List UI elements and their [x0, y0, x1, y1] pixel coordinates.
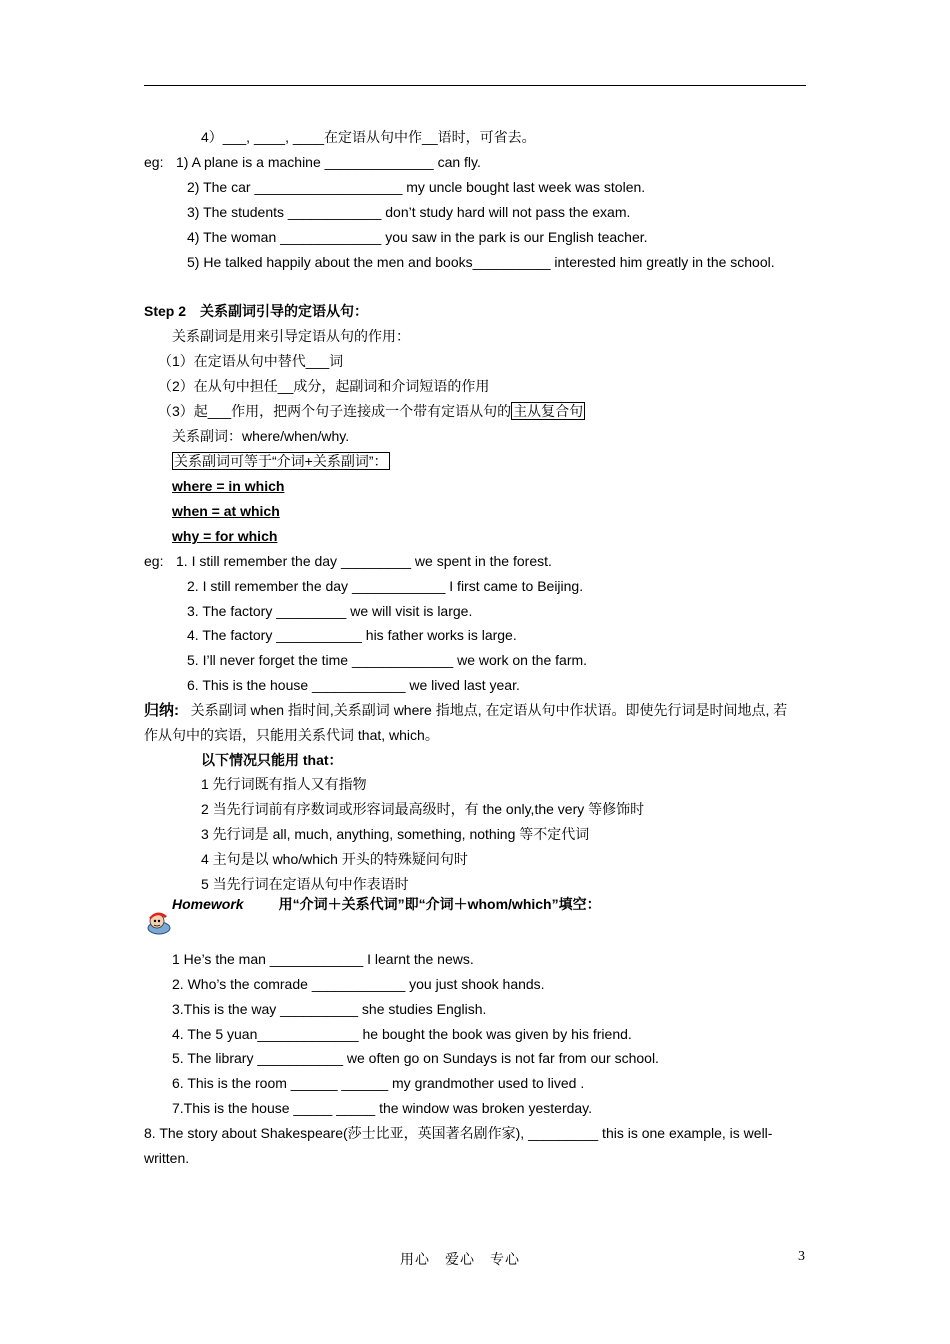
- homework-heading: Homework 用“介词＋关系代词”即“介词＋whom/which”填空：: [172, 896, 601, 912]
- homework-item-3: 3.This is the way __________ she studies English.: [172, 1001, 487, 1017]
- eg2-item-3: 3. The factory _________ we will visit is large.: [187, 603, 473, 619]
- why-rule: why = for which: [172, 528, 278, 544]
- homework-item-4: 4. The 5 yuan_____________ he bought the book was given by his friend.: [172, 1026, 632, 1042]
- page-number: 3: [798, 1249, 805, 1264]
- homework-item-8-line-1: 8. The story about Shakespeare(莎士比亚，英国著名剧作家), _________ this is one example, is well-: [144, 1125, 773, 1141]
- that-case-4: 4 主句是以 who/which 开头的特殊疑问句时: [201, 851, 468, 867]
- eg1-item-3: 3) The students ____________ don’t study hard will not pass the exam.: [187, 204, 631, 220]
- eg2-item-2: 2. I still remember the day ____________ I first came to Beijing.: [187, 578, 584, 594]
- summary-line-1: 归纳: 关系副词 when 指时间,关系副词 where 指地点, 在定语从句中作状语。即使先行词是时间地点, 若: [144, 702, 788, 719]
- where-rule: where = in which: [172, 478, 285, 494]
- when-rule: when = at which: [172, 503, 280, 519]
- that-case-1: 1 先行词既有指人又有指物: [201, 776, 367, 792]
- that-case-5: 5 当先行词在定语从句中作表语时: [201, 876, 409, 892]
- eg2-item-1: 1. I still remember the day _________ we spent in the forest.: [176, 553, 552, 569]
- eg2-item-6: 6. This is the house ____________ we lived last year.: [187, 677, 520, 693]
- eg2-label: eg:: [144, 553, 164, 569]
- step2-point-2: （2）在从句中担任__成分，起副词和介词短语的作用: [158, 378, 490, 394]
- eg1-label: eg:: [144, 154, 164, 170]
- step2-title: Step 2 关系副词引导的定语从句：: [144, 303, 369, 319]
- homework-item-2: 2. Who’s the comrade ____________ you just shook hands.: [172, 976, 545, 992]
- that-case-2: 2 当先行词前有序数词或形容词最高级时，有 the only,the very 等修饰时: [201, 801, 645, 817]
- step2-intro: 关系副词是用来引导定语从句的作用：: [172, 328, 410, 344]
- cartoon-character-icon: [145, 908, 173, 936]
- summary-line-2: 作从句中的宾语，只能用关系代词 that, which。: [144, 727, 439, 743]
- homework-item-8-line-2: written.: [144, 1150, 190, 1166]
- rule-4: 4）___, ____, ____在定语从句中作__语时，可省去。: [201, 129, 536, 145]
- homework-item-1: 1 He’s the man ____________ I learnt the news.: [172, 951, 474, 967]
- homework-item-5: 5. The library ___________ we often go on Sundays is not far from our school.: [172, 1050, 659, 1066]
- homework-item-6: 6. This is the room ______ ______ my grandmother used to lived .: [172, 1075, 585, 1091]
- relative-adverbs: 关系副词：where/when/why.: [172, 428, 350, 444]
- eg1-item-5: 5) He talked happily about the men and books__________ interested him greatly in the school.: [187, 254, 775, 270]
- eg1-item-2: 2) The car ___________________ my uncle bought last week was stolen.: [187, 179, 646, 195]
- that-title: 以下情况只能用 that：: [201, 752, 343, 768]
- homework-item-7: 7.This is the house _____ _____ the window was broken yesterday.: [172, 1100, 593, 1116]
- eg2-item-5: 5. I’ll never forget the time _____________ we work on the farm.: [187, 652, 588, 668]
- boxed-term: 主从复合句: [513, 403, 584, 419]
- footer-motto: 用心 爱心 专心: [400, 1252, 520, 1268]
- that-case-3: 3 先行词是 all, much, anything, something, nothing 等不定代词: [201, 826, 590, 842]
- eg1-item-4: 4) The woman _____________ you saw in the park is our English teacher.: [187, 229, 648, 245]
- step2-point-1: （1）在定语从句中替代___词: [158, 353, 344, 369]
- homework-label: Homework: [172, 896, 244, 912]
- step2-point-3: （3）起___作用，把两个句子连接成一个带有定语从句的 主从复合句: [158, 403, 584, 419]
- eg2-item-4: 4. The factory ___________ his father works is large.: [187, 627, 517, 643]
- equal-note: 关系副词可等于“介词+关系副词”：: [174, 453, 388, 469]
- summary-label: 归纳:: [144, 702, 179, 719]
- eg1-item-1: 1) A plane is a machine ______________ can fly.: [176, 154, 481, 170]
- header-rule: [144, 85, 806, 86]
